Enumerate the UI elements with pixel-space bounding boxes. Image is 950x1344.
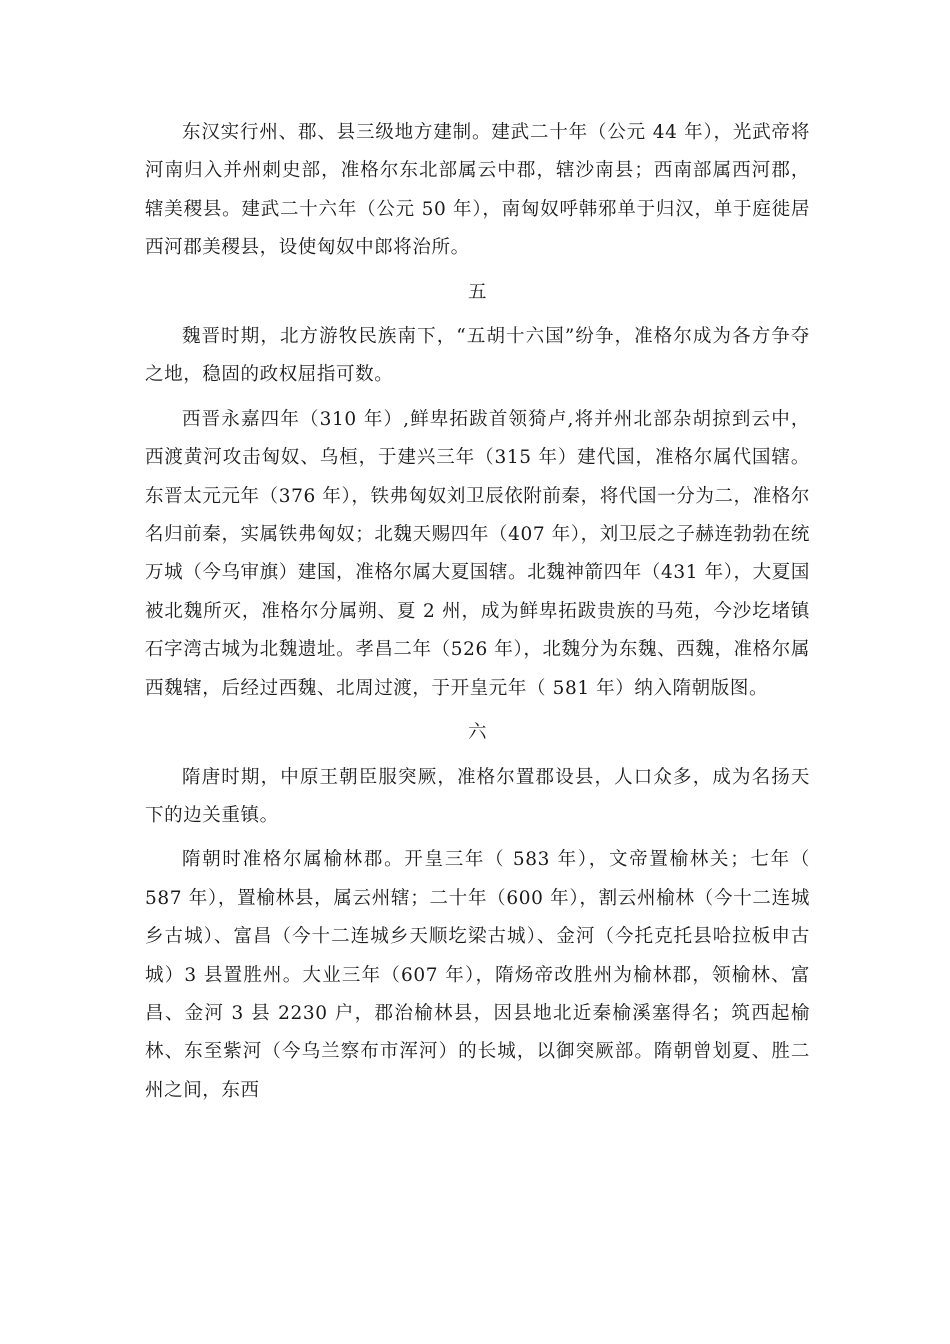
section-heading-five: 五 [467, 281, 488, 303]
paragraph-eastern-han: 东汉实行州、郡、县三级地方建制。建武二十年（公元 44 年），光武帝将河南归入并州刺史部，准格尔东北部属云中郡，辖沙南县；西南部属西河郡，辖美稷县。建武二十六年（公元 50 年），南匈奴呼韩邪单于归汉，单于庭徙居西河郡美稷县，设使匈奴中郎将治所。 [145, 122, 810, 259]
paragraph-western-jin: 西晋永嘉四年（310 年）,鲜卑拓跋首领猗卢,将并州北部杂胡掠到云中，西渡黄河攻击匈奴、乌桓，于建兴三年（315 年）建代国，准格尔属代国辖。东晋太元元年（376 年），铁弗匈奴刘卫辰依附前秦，将代国一分为二，准格尔名归前秦，实属铁弗匈奴；北魏天赐四年（407 年），刘卫辰之子赫连勃勃在统万城（今乌审旗）建国，准格尔属大夏国辖。北魏神箭四年（431 年），大夏国被北魏所灭，准格尔分属朔、夏 2 州，成为鲜卑拓跋贵族的马苑，今沙圪堵镇石字湾古城为北魏遗址。孝昌二年（526 年），北魏分为东魏、西魏，准格尔属西魏辖，后经过西魏、北周过渡，于开皇元年（ 581 年）纳入隋朝版图。 [145, 408, 810, 699]
paragraph-sui-dynasty: 隋朝时准格尔属榆林郡。开皇三年（ 583 年），文帝置榆林关；七年（ 587 年），置榆林县，属云州辖；二十年（600 年），割云州榆林（今十二连城乡古城）、富昌（今十二连城乡天顺圪梁古城）、金河（今托克托县哈拉板申古城）3 县置胜州。大业三年（607 年），隋炀帝改胜州为榆林郡，领榆林、富昌、金河 3 县 2230 户，郡治榆林县，因县地北近秦榆溪塞得名；筑西起榆林、东至紫河（今乌兰察布市浑河）的长城，以御突厥部。隋朝曾划夏、胜二州之间，东西 [145, 849, 810, 1101]
paragraph-sui-tang-intro: 隋唐时期，中原王朝臣服突厥，准格尔置郡设县，人口众多，成为名扬天下的边关重镇。 [145, 766, 810, 826]
paragraph-wei-jin-intro: 魏晋时期，北方游牧民族南下，“五胡十六国”纷争，准格尔成为各方争夺之地，稳固的政权屈指可数。 [145, 326, 810, 386]
section-heading-six: 六 [467, 722, 488, 744]
document-body [145, 114, 810, 1110]
